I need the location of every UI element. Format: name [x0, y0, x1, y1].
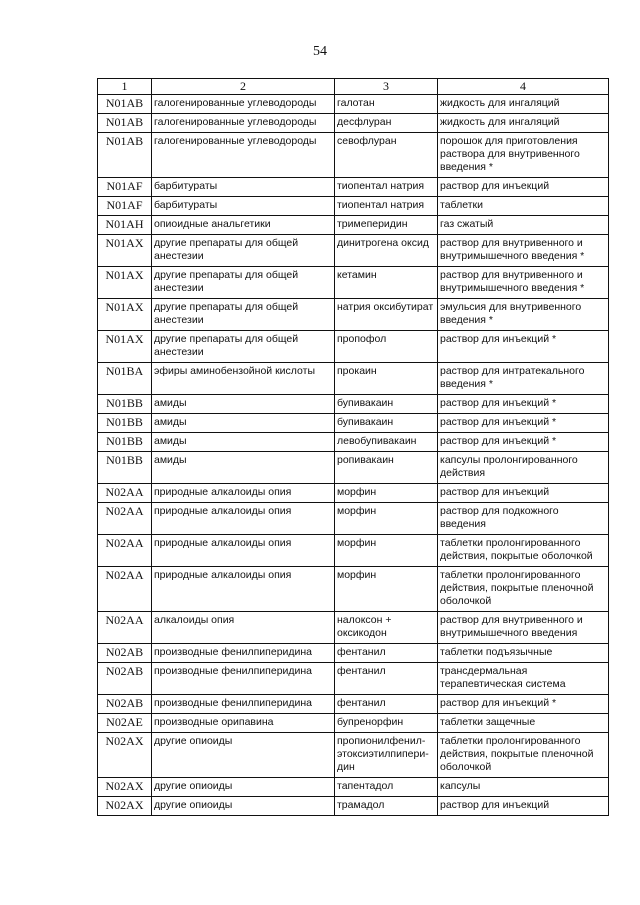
- dosage-form-cell: раствор для внутривенного и внутримышечного введения: [438, 612, 609, 644]
- drug-name-cell: пропионилфенил-этоксиэтилпипери-дин: [335, 733, 438, 778]
- atc-code-cell: N01BB: [98, 452, 152, 484]
- drug-name-cell: фентанил: [335, 695, 438, 714]
- drug-name-cell: тиопентал натрия: [335, 197, 438, 216]
- table-row: [98, 433, 609, 452]
- drug-name-cell: тапентадол: [335, 778, 438, 797]
- dosage-form-cell: жидкость для ингаляций: [438, 114, 609, 133]
- atc-code-cell: N01AB: [98, 114, 152, 133]
- page-number: 54: [313, 44, 327, 59]
- atc-code-cell: N01AF: [98, 178, 152, 197]
- dosage-form-cell: раствор для внутривенного и внутримышечного введения *: [438, 267, 609, 299]
- group-name-cell: производные орипавина: [152, 714, 335, 733]
- group-name-cell: алкалоиды опия: [152, 612, 335, 644]
- table-row: [98, 216, 609, 235]
- atc-code-cell: N02AX: [98, 733, 152, 778]
- dosage-form-cell: раствор для инъекций *: [438, 433, 609, 452]
- dosage-form-cell: раствор для инъекций: [438, 484, 609, 503]
- table-row: [98, 484, 609, 503]
- atc-code-cell: N02AA: [98, 567, 152, 612]
- drug-name-cell: натрия оксибутират: [335, 299, 438, 331]
- dosage-form-cell: раствор для интратекального введения *: [438, 363, 609, 395]
- drug-name-cell: ропивакаин: [335, 452, 438, 484]
- group-name-cell: другие опиоиды: [152, 778, 335, 797]
- group-name-cell: природные алкалоиды опия: [152, 503, 335, 535]
- atc-code-cell: N01AB: [98, 133, 152, 178]
- group-name-cell: производные фенилпиперидина: [152, 663, 335, 695]
- drug-name-cell: трамадол: [335, 797, 438, 816]
- dosage-form-cell: раствор для инъекций *: [438, 414, 609, 433]
- table-row: [98, 95, 609, 114]
- table-row: [98, 663, 609, 695]
- drug-name-cell: динитрогена оксид: [335, 235, 438, 267]
- atc-code-cell: N01BB: [98, 395, 152, 414]
- table-row: [98, 695, 609, 714]
- column-number-row: [98, 79, 609, 95]
- table-row: [98, 363, 609, 395]
- atc-code-cell: N01AB: [98, 95, 152, 114]
- group-name-cell: опиоидные анальгетики: [152, 216, 335, 235]
- atc-code-cell: N02AB: [98, 644, 152, 663]
- dosage-form-cell: таблетки: [438, 197, 609, 216]
- atc-code-cell: N02AX: [98, 778, 152, 797]
- group-name-cell: барбитураты: [152, 178, 335, 197]
- table-row: [98, 331, 609, 363]
- dosage-form-cell: таблетки пролонгированного действия, покрытые пленочной оболочкой: [438, 567, 609, 612]
- atc-code-cell: N01AX: [98, 331, 152, 363]
- atc-code-cell: N02AA: [98, 503, 152, 535]
- group-name-cell: другие препараты для общей анестезии: [152, 299, 335, 331]
- dosage-form-cell: капсулы пролонгированного действия: [438, 452, 609, 484]
- drug-name-cell: галотан: [335, 95, 438, 114]
- table-row: [98, 235, 609, 267]
- dosage-form-cell: таблетки подъязычные: [438, 644, 609, 663]
- drug-name-cell: бупивакаин: [335, 395, 438, 414]
- dosage-form-cell: раствор для подкожного введения: [438, 503, 609, 535]
- table-row: [98, 535, 609, 567]
- drug-name-cell: левобупивакаин: [335, 433, 438, 452]
- atc-code-cell: N01BB: [98, 433, 152, 452]
- group-name-cell: галогенированные углеводороды: [152, 95, 335, 114]
- group-name-cell: природные алкалоиды опия: [152, 567, 335, 612]
- drug-name-cell: пропофол: [335, 331, 438, 363]
- dosage-form-cell: трансдермальная терапевтическая система: [438, 663, 609, 695]
- dosage-form-cell: жидкость для ингаляций: [438, 95, 609, 114]
- table-row: [98, 197, 609, 216]
- dosage-form-cell: газ сжатый: [438, 216, 609, 235]
- table-row: [98, 714, 609, 733]
- dosage-form-cell: раствор для внутривенного и внутримышечного введения *: [438, 235, 609, 267]
- atc-code-cell: N02AA: [98, 612, 152, 644]
- drug-name-cell: прокаин: [335, 363, 438, 395]
- group-name-cell: эфиры аминобензойной кислоты: [152, 363, 335, 395]
- table-row: [98, 644, 609, 663]
- group-name-cell: амиды: [152, 395, 335, 414]
- group-name-cell: производные фенилпиперидина: [152, 695, 335, 714]
- atc-code-cell: N01AX: [98, 235, 152, 267]
- atc-code-cell: N01AF: [98, 197, 152, 216]
- dosage-form-cell: раствор для инъекций: [438, 797, 609, 816]
- table-row: [98, 114, 609, 133]
- group-name-cell: природные алкалоиды опия: [152, 535, 335, 567]
- atc-code-cell: N01BA: [98, 363, 152, 395]
- drug-name-cell: морфин: [335, 567, 438, 612]
- drug-name-cell: фентанил: [335, 663, 438, 695]
- drug-name-cell: тримеперидин: [335, 216, 438, 235]
- group-name-cell: галогенированные углеводороды: [152, 114, 335, 133]
- atc-code-cell: N02AB: [98, 695, 152, 714]
- table-row: [98, 797, 609, 816]
- atc-code-cell: N01AH: [98, 216, 152, 235]
- table-row: [98, 452, 609, 484]
- drug-name-cell: кетамин: [335, 267, 438, 299]
- dosage-form-cell: раствор для инъекций: [438, 178, 609, 197]
- table-row: [98, 133, 609, 178]
- table-row: [98, 267, 609, 299]
- atc-code-cell: N01BB: [98, 414, 152, 433]
- dosage-form-cell: таблетки защечные: [438, 714, 609, 733]
- drug-name-cell: морфин: [335, 484, 438, 503]
- table-row: [98, 395, 609, 414]
- dosage-form-cell: раствор для инъекций *: [438, 395, 609, 414]
- group-name-cell: амиды: [152, 452, 335, 484]
- group-name-cell: галогенированные углеводороды: [152, 133, 335, 178]
- drug-name-cell: десфлуран: [335, 114, 438, 133]
- dosage-form-cell: таблетки пролонгированного действия, покрытые оболочкой: [438, 535, 609, 567]
- group-name-cell: природные алкалоиды опия: [152, 484, 335, 503]
- drug-name-cell: морфин: [335, 503, 438, 535]
- table-row: [98, 612, 609, 644]
- group-name-cell: амиды: [152, 433, 335, 452]
- atc-code-cell: N01AX: [98, 299, 152, 331]
- drug-name-cell: тиопентал натрия: [335, 178, 438, 197]
- column-number: 4: [438, 79, 609, 95]
- group-name-cell: амиды: [152, 414, 335, 433]
- drug-name-cell: севофлуран: [335, 133, 438, 178]
- group-name-cell: другие препараты для общей анестезии: [152, 235, 335, 267]
- table-row: [98, 503, 609, 535]
- group-name-cell: барбитураты: [152, 197, 335, 216]
- atc-code-cell: N01AX: [98, 267, 152, 299]
- column-number: 2: [152, 79, 335, 95]
- drug-name-cell: бупивакаин: [335, 414, 438, 433]
- table-row: [98, 414, 609, 433]
- table-row: [98, 733, 609, 778]
- column-number: 1: [98, 79, 152, 95]
- dosage-form-cell: таблетки пролонгированного действия, покрытые пленочной оболочкой: [438, 733, 609, 778]
- dosage-form-cell: порошок для приготовления раствора для внутривенного введения *: [438, 133, 609, 178]
- table-row: [98, 178, 609, 197]
- dosage-form-cell: эмульсия для внутривенного введения *: [438, 299, 609, 331]
- group-name-cell: другие препараты для общей анестезии: [152, 331, 335, 363]
- table-row: [98, 299, 609, 331]
- group-name-cell: другие препараты для общей анестезии: [152, 267, 335, 299]
- table-row: [98, 567, 609, 612]
- atc-code-cell: N02AA: [98, 535, 152, 567]
- atc-code-cell: N02AX: [98, 797, 152, 816]
- drug-name-cell: налоксон + оксикодон: [335, 612, 438, 644]
- dosage-form-cell: раствор для инъекций *: [438, 695, 609, 714]
- drug-name-cell: бупренорфин: [335, 714, 438, 733]
- atc-code-cell: N02AA: [98, 484, 152, 503]
- table-row: [98, 778, 609, 797]
- drug-table: [97, 78, 609, 816]
- group-name-cell: другие опиоиды: [152, 733, 335, 778]
- column-number: 3: [335, 79, 438, 95]
- dosage-form-cell: раствор для инъекций *: [438, 331, 609, 363]
- group-name-cell: другие опиоиды: [152, 797, 335, 816]
- group-name-cell: производные фенилпиперидина: [152, 644, 335, 663]
- atc-code-cell: N02AE: [98, 714, 152, 733]
- atc-code-cell: N02AB: [98, 663, 152, 695]
- drug-name-cell: фентанил: [335, 644, 438, 663]
- drug-name-cell: морфин: [335, 535, 438, 567]
- dosage-form-cell: капсулы: [438, 778, 609, 797]
